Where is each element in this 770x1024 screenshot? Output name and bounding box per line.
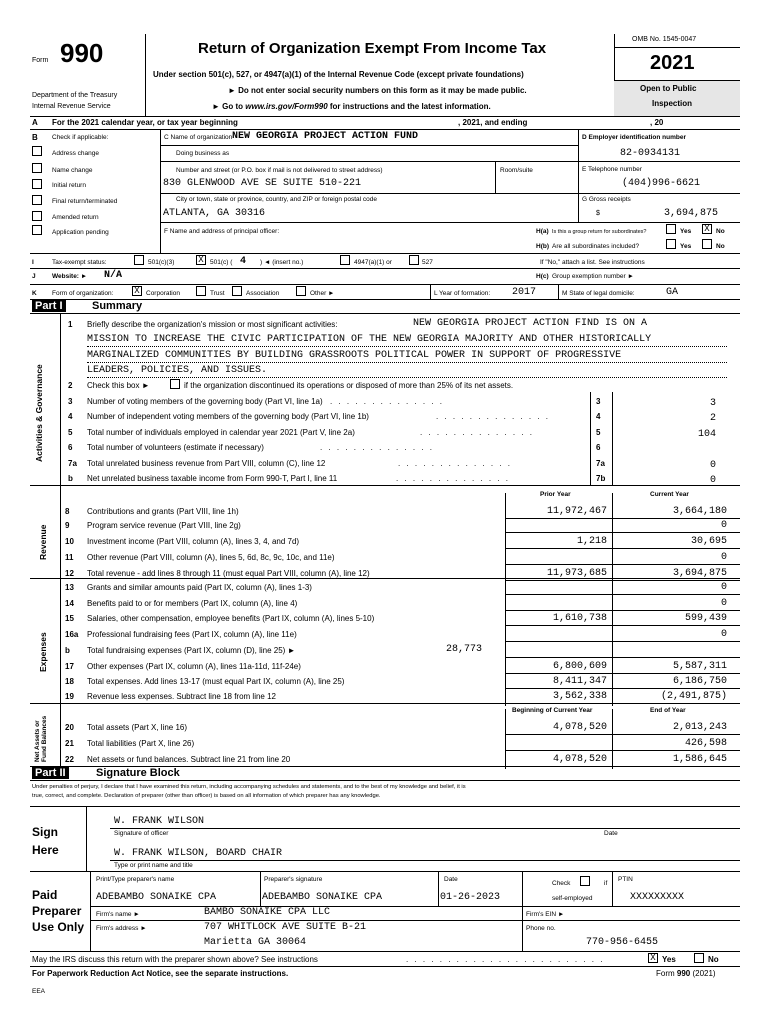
application-pending-label: Application pending: [52, 229, 109, 236]
here-label: Here: [32, 843, 59, 857]
checkbox-amended-return[interactable]: [32, 211, 42, 221]
officer-name-title[interactable]: W. FRANK WILSON, BOARD CHAIR: [114, 848, 283, 859]
prior-year-value[interactable]: 8,411,347: [552, 676, 607, 687]
leader-dots: . . . . . . . . . . . . . .: [396, 474, 511, 483]
prior-year-value[interactable]: 1,610,738: [552, 613, 607, 624]
fin-line-num: 14: [65, 599, 74, 608]
irs-link[interactable]: www.irs.gov/Form990: [245, 102, 328, 111]
firm-phone[interactable]: 770-956-6455: [586, 937, 659, 948]
current-year-value[interactable]: (2,491,875): [660, 691, 727, 702]
prior-year-value[interactable]: 11,973,685: [546, 568, 607, 579]
preparer-ptin[interactable]: XXXXXXXXX: [630, 892, 685, 903]
preparer-name-label: Print/Type preparer's name: [96, 876, 175, 883]
domicile-value[interactable]: GA: [666, 287, 679, 298]
hb-label: H(b): [536, 243, 549, 250]
preparer-name[interactable]: ADEBAMBO SONAIKE CPA: [96, 892, 217, 903]
section-b-heading: Check if applicable:: [52, 134, 109, 141]
gov-line-text: Net unrelated business taxable income from Form 990-T, Part I, line 11: [87, 474, 338, 483]
dba-label: Doing business as: [176, 150, 230, 157]
room-label: Room/suite: [500, 167, 533, 174]
paperwork-notice: For Paperwork Reduction Act Notice, see the separate instructions.: [32, 969, 289, 978]
label-4947: 4947(a)(1) or: [354, 259, 392, 266]
fin-line-text: Other revenue (Part VIII, column (A), lines 5, 6d, 8c, 9c, 10c, and 11e): [87, 553, 335, 562]
line2-post: if the organization discontinued its operations or disposed of more than 25% of its net assets.: [184, 381, 514, 390]
phone-value[interactable]: (404)996-6621: [622, 178, 701, 189]
paid-label: Paid: [32, 888, 58, 902]
form-footer: Form 990 (2021): [656, 969, 716, 978]
officer-date-label: Date: [604, 830, 618, 837]
fin-line-num: 9: [65, 521, 70, 530]
ein-value[interactable]: 82-0934131: [620, 148, 681, 159]
fin-line-num: 11: [65, 553, 74, 562]
ha-no-checkbox[interactable]: X: [702, 224, 712, 234]
leader-dots: . . . . . . . . . . . . . .: [398, 459, 513, 468]
fin-line-text: Total assets (Part X, line 16): [87, 723, 188, 732]
gov-line-value[interactable]: 2: [709, 413, 716, 424]
checkbox-527[interactable]: [409, 255, 419, 265]
fin-line-text: Grants and similar amounts paid (Part IX, column (A), lines 1-3): [87, 583, 312, 592]
current-year-value[interactable]: 0: [720, 629, 727, 640]
prior-year-value[interactable]: 4,078,520: [552, 722, 607, 733]
side-revenue: Revenue: [38, 524, 48, 560]
gov-line-value[interactable]: 104: [697, 429, 716, 440]
current-year-value[interactable]: 2,013,243: [672, 722, 727, 733]
label-527: 527: [422, 259, 433, 266]
fin-line-num: 21: [65, 739, 74, 748]
gov-line-value[interactable]: 0: [709, 475, 716, 486]
gross-receipts-value[interactable]: 3,694,875: [664, 208, 719, 219]
perjury-line-2: true, correct, and complete. Declaration of preparer (other than officer) is based on all information of which preparer has any knowledge.: [32, 793, 381, 799]
principal-officer-label: F Name and address of principal officer:: [164, 228, 280, 235]
fin-line-text: Contributions and grants (Part VIII, line 1h): [87, 507, 239, 516]
firm-phone-label: Phone no.: [526, 925, 556, 932]
leader-dots: . . . . . . . . . . . . . .: [320, 443, 435, 452]
ha-label: H(a): [536, 228, 549, 235]
501c-number[interactable]: 4: [240, 256, 247, 267]
gov-line-num: b: [68, 474, 73, 483]
col-end-year: End of Year: [650, 707, 686, 714]
form-of-org-label: Form of organization:: [52, 290, 114, 297]
part2-title: Signature Block: [96, 767, 180, 779]
fin-line-num: 8: [65, 507, 70, 516]
current-year-value[interactable]: 0: [720, 520, 727, 531]
signature-officer-label: Signature of officer: [114, 830, 169, 837]
ha-yes-checkbox[interactable]: [666, 224, 676, 234]
discuss-no-label: No: [708, 955, 719, 964]
fin-line-num: 16a: [65, 630, 79, 639]
firm-address-label: Firm's address ►: [96, 925, 147, 932]
gov-line-num: 4: [68, 412, 73, 421]
instructions-notice: ► Go to www.irs.gov/Form990 for instructions and the latest information.: [212, 102, 491, 111]
self-employed-checkbox[interactable]: [580, 876, 590, 886]
fin-line-text: Net assets or fund balances. Subtract line 21 from line 20: [87, 755, 291, 764]
year-formation-value[interactable]: 2017: [512, 287, 537, 298]
current-year-value[interactable]: 30,695: [690, 536, 727, 547]
hb-yes-checkbox[interactable]: [666, 239, 676, 249]
ha-yes-label: Yes: [680, 228, 692, 235]
discuss-yes-label: Yes: [662, 955, 676, 964]
leader-dots: . . . . . . . . . . . . . .: [330, 397, 445, 406]
preparer-date-label: Date: [444, 876, 458, 883]
gross-receipts-label: G Gross receipts: [582, 196, 631, 203]
leader-dots: . . . . . . . . . . . . . .: [420, 428, 535, 437]
discuss-no-checkbox[interactable]: [694, 953, 704, 963]
gov-line-box: 4: [596, 412, 601, 421]
current-year-value[interactable]: 426,598: [684, 738, 727, 749]
line-j-label: J: [32, 273, 36, 280]
irs-name: Internal Revenue Service: [32, 103, 111, 110]
line-a-mid: , 2021, and ending: [458, 118, 528, 127]
initial-return-label: Initial return: [52, 182, 86, 189]
mission-line-1[interactable]: NEW GEORGIA PROJECT ACTION FIND IS ON A: [413, 318, 648, 329]
prior-year-value[interactable]: 4,078,520: [552, 754, 607, 765]
checkbox-address-change[interactable]: [32, 146, 42, 156]
eea-label: EEA: [32, 988, 46, 995]
side-net-assets: Net Assets or Fund Balances: [34, 715, 48, 762]
line-i-label: I: [32, 259, 34, 266]
current-year-value[interactable]: 0: [720, 598, 727, 609]
phone-label: E Telephone number: [582, 166, 642, 173]
fin-line-text: Total liabilities (Part X, line 26): [87, 739, 195, 748]
gov-line-box: 3: [596, 397, 601, 406]
gross-dollar-sign: $: [596, 210, 600, 217]
col-prior-year: Prior Year: [540, 491, 571, 498]
fin-line-text: Professional fundraising fees (Part IX, column (A), line 11e): [87, 630, 297, 639]
amended-return-label: Amended return: [52, 214, 99, 221]
fin-line-num: 20: [65, 723, 74, 732]
street-label: Number and street (or P.O. box if mail is not delivered to street address): [176, 167, 383, 174]
sign-label: Sign: [32, 825, 58, 839]
perjury-line-1: Under penalties of perjury, I declare that I have examined this return, including accompanying schedules and statements, and to the best of my knowledge and belief, it is: [32, 784, 466, 790]
gov-line-num: 5: [68, 428, 73, 437]
preparer-label: Preparer: [32, 904, 82, 918]
fin-line-num: 17: [65, 662, 74, 671]
hb-text: Are all subordinates included?: [552, 243, 640, 250]
side-expenses: Expenses: [38, 632, 48, 672]
line-a-label: A: [32, 118, 38, 127]
line1-text: Briefly describe the organization's mission or most significant activities:: [87, 320, 338, 329]
gov-line-box: 6: [596, 443, 601, 452]
name-title-label: Type or print name and title: [114, 862, 193, 869]
gov-line-num: 7a: [68, 459, 77, 468]
org-name-label: C Name of organization: [164, 134, 233, 141]
gov-line-text: Number of voting members of the governing body (Part VI, line 1a): [87, 397, 323, 406]
ptin-label: PTIN: [618, 876, 633, 883]
fin-line-text: Benefits paid to or for members (Part IX, column (A), line 4): [87, 599, 298, 608]
part1-title: Summary: [92, 300, 143, 312]
firm-address-2[interactable]: Marietta GA 30064: [204, 937, 307, 948]
firm-name-label: Firm's name ►: [96, 911, 140, 918]
fin-line-num: 12: [65, 569, 74, 578]
hc-label: H(c): [536, 273, 549, 280]
mission-line-3[interactable]: MARGINALIZED COMMUNITIES BY BUILDING GRASSROOTS POLITICAL POWER IN SUPPORT OF PROGRESSIVE: [87, 350, 622, 361]
gov-line-box: 7a: [596, 459, 605, 468]
checkbox-name-change[interactable]: [32, 163, 42, 173]
prior-year-value[interactable]: 1,218: [576, 536, 607, 547]
fin-line-text: Program service revenue (Part VIII, line 2g): [87, 521, 241, 530]
dept-name: Department of the Treasury: [32, 92, 118, 99]
hb-no-label: No: [716, 243, 725, 250]
checkbox-4947[interactable]: [340, 255, 350, 265]
col-beginning: Beginning of Current Year: [512, 707, 593, 714]
gov-line-num: 3: [68, 397, 73, 406]
other-label: Other ►: [310, 290, 335, 297]
firm-name[interactable]: BAMBO SONAIKE CPA LLC: [204, 907, 331, 918]
preparer-signature[interactable]: ADEBAMBO SONAIKE CPA: [262, 892, 383, 903]
fin-line-text: Total fundraising expenses (Part IX, column (D), line 25) ►: [87, 646, 296, 655]
line-k-label: K: [32, 290, 37, 297]
check-label: Check: [552, 880, 571, 887]
prior-year-value[interactable]: 6,800,609: [552, 661, 607, 672]
street-address[interactable]: 830 GLENWOOD AVE SE SUITE 510-221: [163, 178, 362, 189]
gov-line-num: 6: [68, 443, 73, 452]
gov-line-text: Total number of volunteers (estimate if necessary): [87, 443, 264, 452]
fin-line-text: Total expenses. Add lines 13-17 (must equal Part IX, column (A), line 25): [87, 677, 345, 686]
hb-yes-label: Yes: [680, 243, 692, 250]
line2-pre: Check this box ►: [87, 381, 150, 390]
form-number: 990: [60, 38, 104, 68]
fin-line-num: 13: [65, 583, 74, 592]
gov-line-box: 5: [596, 428, 601, 437]
officer-signature[interactable]: W. FRANK WILSON: [114, 816, 205, 827]
section-b-label: B: [32, 133, 38, 142]
org-name[interactable]: NEW GEORGIA PROJECT ACTION FUND: [232, 131, 419, 142]
current-year-value[interactable]: 6,186,750: [672, 676, 727, 687]
gov-line-box: 7b: [596, 474, 606, 483]
checkbox-501c3[interactable]: [134, 255, 144, 265]
fin-line-num: 19: [65, 692, 74, 701]
ein-label: D Employer identification number: [582, 134, 687, 141]
leader-dots: . . . . . . . . . . . . . .: [436, 412, 551, 421]
current-year-value[interactable]: 0: [720, 582, 727, 593]
gov-line-value[interactable]: 0: [709, 460, 716, 471]
ha-text: Is this a group return for subordinates?: [552, 229, 647, 235]
trust-label: Trust: [210, 290, 225, 297]
preparer-date[interactable]: 01-26-2023: [440, 892, 501, 903]
checkbox-501c[interactable]: X: [196, 255, 206, 265]
checkbox-discontinued[interactable]: [170, 379, 180, 389]
line2-num: 2: [68, 381, 73, 390]
website-value[interactable]: N/A: [104, 270, 123, 281]
tax-year: 2021: [650, 52, 695, 74]
current-year-value[interactable]: 5,587,311: [672, 661, 727, 672]
form-subtitle: Under section 501(c), 527, or 4947(a)(1) of the Internal Revenue Code (except private foundations): [153, 70, 524, 79]
website-label: Website: ►: [52, 273, 88, 280]
self-employed-label: self-employed: [552, 895, 593, 902]
mission-line-4[interactable]: LEADERS, POLICIES, AND ISSUES.: [87, 365, 268, 376]
gov-line-text: Total unrelated business revenue from Part VIII, column (C), line 12: [87, 459, 326, 468]
part2-tag: Part II: [32, 767, 69, 779]
fin-line-text: Total revenue - add lines 8 through 11 (must equal Part VIII, column (A), line 12): [87, 569, 370, 578]
ha-no-label: No: [716, 228, 725, 235]
current-year-value[interactable]: 3,664,180: [672, 506, 727, 517]
inspection: Inspection: [652, 99, 693, 108]
gov-line-value[interactable]: 3: [709, 398, 716, 409]
current-year-value[interactable]: 599,439: [684, 613, 727, 624]
line-a-end: , 20: [650, 118, 664, 127]
checkbox-corporation[interactable]: X: [132, 286, 142, 296]
use-only-label: Use Only: [32, 920, 85, 934]
col-current-year: Current Year: [650, 491, 689, 498]
name-change-label: Name change: [52, 167, 93, 174]
line-a-text: For the 2021 calendar year, or tax year beginning: [52, 118, 238, 127]
current-year-value[interactable]: 0: [720, 552, 727, 563]
fundraising-expense-value[interactable]: 28,773: [446, 644, 483, 655]
fin-line-text: Revenue less expenses. Subtract line 18 from line 12: [87, 692, 276, 701]
address-change-label: Address change: [52, 150, 99, 157]
discuss-question: May the IRS discuss this return with the preparer shown above? See instructions: [32, 955, 318, 964]
fin-line-text: Salaries, other compensation, employee benefits (Part IX, column (A), lines 5-10): [87, 614, 375, 623]
checkbox-application-pending[interactable]: [32, 225, 42, 235]
final-return-label: Final return/terminated: [52, 198, 118, 205]
year-formation-label: L Year of formation:: [434, 290, 491, 297]
fin-line-text: Investment income (Part VIII, column (A), lines 3, 4, and 7d): [87, 537, 300, 546]
open-public: Open to Public: [640, 84, 697, 93]
domicile-label: M State of legal domicile:: [562, 290, 635, 297]
hc-text: Group exemption number ►: [552, 273, 634, 280]
city-label: City or town, state or province, country, and ZIP or foreign postal code: [176, 196, 377, 203]
part1-tag: Part I: [32, 300, 66, 312]
if-label: if: [604, 880, 608, 887]
firm-ein-label: Firm's EIN ►: [526, 911, 565, 918]
fin-line-num: 22: [65, 755, 74, 764]
fin-line-num: 10: [65, 537, 74, 546]
current-year-value[interactable]: 3,694,875: [672, 568, 727, 579]
checkbox-other[interactable]: [296, 286, 306, 296]
current-year-value[interactable]: 1,586,645: [672, 754, 727, 765]
gov-line-text: Number of independent voting members of the governing body (Part VI, line 1b): [87, 412, 369, 421]
label-501c3: 501(c)(3): [148, 259, 175, 266]
fin-line-num: 18: [65, 677, 74, 686]
association-label: Association: [246, 290, 280, 297]
hb-no-checkbox[interactable]: [702, 239, 712, 249]
discuss-yes-checkbox[interactable]: X: [648, 953, 658, 963]
prior-year-value[interactable]: 3,562,338: [552, 691, 607, 702]
fin-line-num: 15: [65, 614, 74, 623]
fin-line-text: Other expenses (Part IX, column (A), lines 11a-11d, 11f-24e): [87, 662, 301, 671]
hb-note: If "No," attach a list. See instructions: [540, 259, 645, 266]
checkbox-trust[interactable]: [196, 286, 206, 296]
prior-year-value[interactable]: 11,972,467: [546, 506, 607, 517]
preparer-sig-label: Preparer's signature: [264, 876, 323, 883]
checkbox-association[interactable]: [232, 286, 242, 296]
gov-line-text: Total number of individuals employed in calendar year 2021 (Part V, line 2a): [87, 428, 355, 437]
firm-address-1[interactable]: 707 WHITLOCK AVE SUITE B-21: [204, 922, 367, 933]
city-address[interactable]: ATLANTA, GA 30316: [163, 208, 266, 219]
line1-num: 1: [68, 320, 73, 329]
ssn-notice: ► Do not enter social security numbers on this form as it may be made public.: [228, 86, 527, 95]
corporation-label: Corporation: [146, 290, 180, 297]
checkbox-final-return[interactable]: [32, 195, 42, 205]
fin-line-num: b: [65, 646, 70, 655]
form-title: Return of Organization Exempt From Income Tax: [198, 40, 547, 57]
side-activities-governance: Activities & Governance: [34, 364, 44, 462]
line-i-text: Tax-exempt status:: [52, 259, 107, 266]
checkbox-initial-return[interactable]: [32, 179, 42, 189]
label-501c-insert: ) ◄ (insert no.): [260, 259, 304, 266]
form-label: Form: [32, 57, 49, 64]
label-501c: 501(c) (: [210, 259, 233, 266]
mission-line-2[interactable]: MISSION TO INCREASE THE CIVIC PARTICIPATION OF THE NEW GEORGIA MAJORITY AND OTHER HISTORICALLY: [87, 334, 652, 345]
omb-number: OMB No. 1545-0047: [632, 36, 697, 43]
